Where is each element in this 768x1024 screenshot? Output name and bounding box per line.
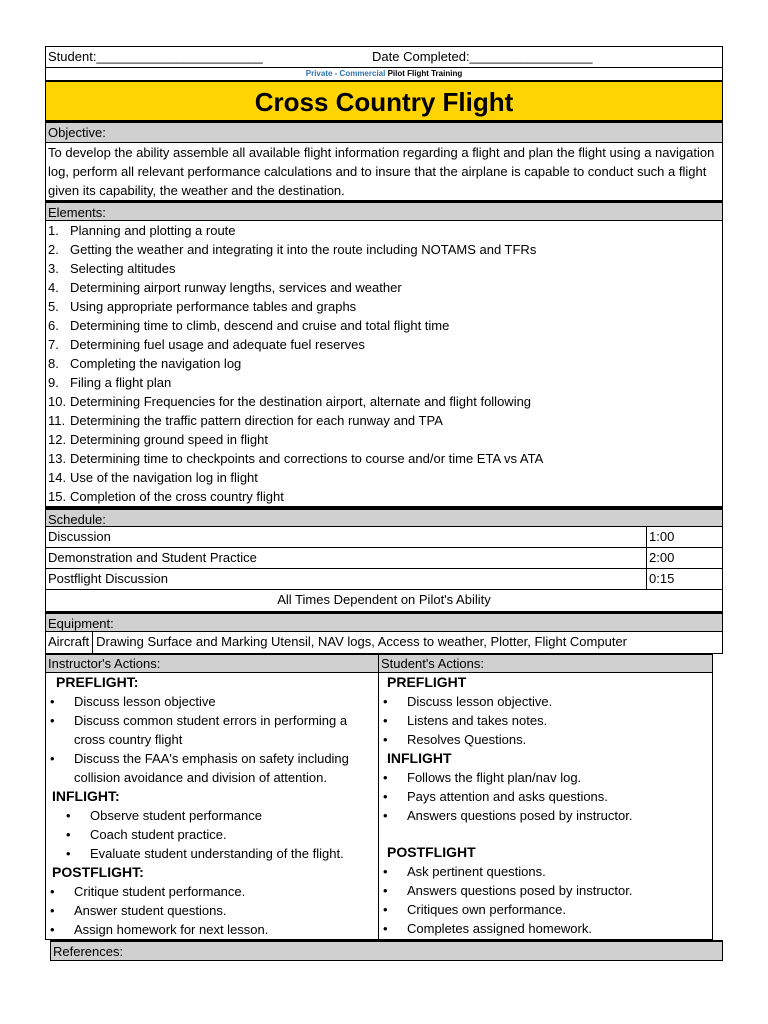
- instructor-postflight-heading: POSTFLIGHT:: [52, 864, 144, 880]
- bullet-icon: •: [383, 770, 388, 785]
- schedule-time: 2:00: [649, 550, 675, 565]
- action-item: [379, 692, 712, 711]
- bullet-icon: •: [50, 903, 55, 918]
- equipment-list: Drawing Surface and Marking Utensil, NAV logs, Access to weather, Plotter, Flight Computer: [96, 634, 628, 649]
- element-item: [48, 316, 720, 335]
- student-info-row: [45, 46, 723, 123]
- element-item: [48, 430, 720, 449]
- element-number: 1.: [48, 223, 59, 238]
- bullet-icon: •: [66, 827, 71, 842]
- action-item: [46, 711, 378, 749]
- bullet-icon: •: [50, 751, 55, 766]
- bullet-icon: •: [50, 694, 55, 709]
- lesson-title: Cross Country Flight: [46, 80, 722, 122]
- bullet-icon: •: [66, 808, 71, 823]
- action-text: Critiques own performance.: [407, 902, 566, 917]
- schedule-row: [46, 548, 722, 569]
- element-item: [48, 240, 720, 259]
- schedule-time: 1:00: [649, 529, 675, 544]
- element-item: [48, 335, 720, 354]
- student-postflight-heading: POSTFLIGHT: [387, 844, 476, 860]
- bullet-icon: •: [383, 808, 388, 823]
- element-item: [48, 278, 720, 297]
- bullet-icon: •: [383, 732, 388, 747]
- element-text: Determining Frequencies for the destination airport, alternate and flight following: [70, 394, 532, 409]
- action-text: Ask pertinent questions.: [407, 864, 546, 879]
- element-item: [48, 259, 720, 278]
- action-text: Discuss lesson objective: [74, 694, 216, 709]
- action-text: Resolves Questions.: [407, 732, 527, 747]
- bullet-icon: •: [383, 864, 388, 879]
- bullet-icon: •: [50, 713, 55, 728]
- action-item: [46, 749, 378, 787]
- action-text: Critique student performance.: [74, 884, 246, 899]
- element-number: 9.: [48, 375, 59, 390]
- schedule-row: [46, 527, 722, 548]
- objective-text: To develop the ability assemble all available flight information regarding a flight and plan the flight using a navigation log, perform all relevant performance calculations and to insure that the airplane is capable to conduct such a flight given its capability, the weather and the destination.: [48, 145, 715, 198]
- element-item: [48, 392, 720, 411]
- bullet-icon: •: [383, 789, 388, 804]
- element-text: Determining time to checkpoints and corrections to course and/or time ETA vs ATA: [70, 451, 544, 466]
- element-text: Determining fuel usage and adequate fuel reserves: [70, 337, 365, 352]
- instructor-inflight-list: [46, 806, 378, 863]
- action-item: [379, 881, 712, 900]
- element-item: [48, 487, 720, 506]
- action-text: Observe student performance: [90, 808, 262, 823]
- action-item: [379, 919, 712, 938]
- action-item: [379, 806, 712, 825]
- schedule-table: [46, 527, 722, 590]
- instructor-heading: Instructor's Actions:: [46, 655, 378, 673]
- action-text: Listens and takes notes.: [407, 713, 548, 728]
- action-text: Answers questions posed by instructor.: [407, 808, 633, 823]
- schedule-heading: Schedule:: [46, 507, 722, 527]
- equipment-heading: Equipment:: [46, 612, 722, 632]
- bullet-icon: •: [50, 884, 55, 899]
- element-number: 14.: [48, 470, 67, 485]
- schedule-section: [45, 507, 723, 612]
- action-text: Pays attention and asks questions.: [407, 789, 608, 804]
- action-text: Assign homework for next lesson.: [74, 922, 269, 937]
- course-subtitle-blue: Private - Commercial: [305, 69, 386, 78]
- schedule-activity: Discussion: [46, 527, 647, 547]
- element-text: Completing the navigation log: [70, 356, 242, 371]
- schedule-activity: Postflight Discussion: [46, 569, 647, 589]
- action-item: [62, 825, 378, 844]
- action-text: Discuss lesson objective.: [407, 694, 553, 709]
- student-postflight-list: [379, 862, 712, 938]
- schedule-note: All Times Dependent on Pilot's Ability: [277, 592, 491, 607]
- element-number: 8.: [48, 356, 59, 371]
- student-heading: Student's Actions:: [379, 655, 712, 673]
- action-item: [379, 730, 712, 749]
- elements-section: [45, 201, 723, 507]
- instructor-actions: [46, 655, 379, 939]
- element-item: [48, 221, 720, 240]
- element-number: 5.: [48, 299, 59, 314]
- action-text: Evaluate student understanding of the flight.: [90, 846, 344, 861]
- instructor-postflight-list: [46, 882, 378, 939]
- bullet-icon: •: [66, 846, 71, 861]
- action-item: [62, 844, 378, 863]
- element-number: 7.: [48, 337, 59, 352]
- action-text: Answer student questions.: [74, 903, 227, 918]
- element-text: Determining ground speed in flight: [70, 432, 269, 447]
- student-preflight-list: [379, 692, 712, 749]
- actions-section: [45, 654, 713, 940]
- element-item: [48, 297, 720, 316]
- instructor-preflight-heading: PREFLIGHT:: [56, 674, 139, 690]
- element-number: 12.: [48, 432, 67, 447]
- bullet-icon: •: [383, 694, 388, 709]
- bullet-icon: •: [50, 922, 55, 937]
- action-text: Completes assigned homework.: [407, 921, 592, 936]
- student-actions: [379, 655, 712, 939]
- element-number: 4.: [48, 280, 59, 295]
- element-text: Use of the navigation log in flight: [70, 470, 258, 485]
- element-number: 15.: [48, 489, 67, 504]
- equipment-aircraft: Aircraft: [46, 632, 93, 653]
- element-number: 6.: [48, 318, 59, 333]
- element-number: 11.: [48, 413, 66, 428]
- element-text: Completion of the cross country flight: [70, 489, 284, 504]
- bullet-icon: •: [383, 883, 388, 898]
- objective-heading: Objective:: [46, 123, 722, 143]
- action-text: Answers questions posed by instructor.: [407, 883, 633, 898]
- element-text: Selecting altitudes: [70, 261, 176, 276]
- action-item: [62, 806, 378, 825]
- element-number: 10.: [48, 394, 67, 409]
- schedule-row: [46, 569, 722, 590]
- element-item: [48, 373, 720, 392]
- element-text: Filing a flight plan: [70, 375, 172, 390]
- element-text: Determining the traffic pattern direction for each runway and TPA: [70, 413, 443, 428]
- element-number: 3.: [48, 261, 59, 276]
- course-subtitle-rest: Pilot Flight Training: [385, 69, 463, 78]
- student-preflight-heading: PREFLIGHT: [387, 674, 467, 690]
- schedule-activity: Demonstration and Student Practice: [46, 548, 647, 568]
- objective-section: [45, 123, 723, 201]
- action-item: [379, 768, 712, 787]
- action-text: Discuss the FAA's emphasis on safety including collision avoidance and division of attention.: [74, 751, 349, 785]
- elements-list: [46, 221, 722, 506]
- element-text: Determining airport runway lengths, services and weather: [70, 280, 402, 295]
- equipment-section: [45, 612, 723, 654]
- instructor-inflight-heading: INFLIGHT:: [52, 788, 120, 804]
- element-number: 2.: [48, 242, 59, 257]
- schedule-time: 0:15: [649, 571, 675, 586]
- action-item: [379, 900, 712, 919]
- action-item: [46, 692, 378, 711]
- lesson-sheet: [45, 46, 723, 961]
- instructor-preflight-list: [46, 692, 378, 787]
- bullet-icon: •: [383, 921, 388, 936]
- student-field[interactable]: Student:_______________________: [48, 49, 263, 64]
- action-item: [379, 787, 712, 806]
- references-heading: References:: [50, 940, 723, 961]
- element-text: Using appropriate performance tables and graphs: [70, 299, 357, 314]
- element-text: Determining time to climb, descend and cruise and total flight time: [70, 318, 450, 333]
- student-inflight-heading: INFLIGHT: [387, 750, 452, 766]
- element-item: [48, 449, 720, 468]
- element-text: Planning and plotting a route: [70, 223, 236, 238]
- elements-heading: Elements:: [46, 201, 722, 221]
- student-inflight-list: [379, 768, 712, 825]
- element-item: [48, 468, 720, 487]
- bullet-icon: •: [383, 902, 388, 917]
- action-text: Coach student practice.: [90, 827, 227, 842]
- action-item: [46, 901, 378, 920]
- element-text: Getting the weather and integrating it into the route including NOTAMS and TFRs: [70, 242, 537, 257]
- action-item: [46, 920, 378, 939]
- date-completed-field[interactable]: Date Completed:_________________: [372, 49, 593, 64]
- element-number: 13.: [48, 451, 67, 466]
- action-item: [379, 711, 712, 730]
- element-item: [48, 354, 720, 373]
- action-item: [46, 882, 378, 901]
- action-item: [379, 862, 712, 881]
- element-item: [48, 411, 720, 430]
- action-text: Follows the flight plan/nav log.: [407, 770, 582, 785]
- action-text: Discuss common student errors in performing a cross country flight: [74, 713, 348, 747]
- bullet-icon: •: [383, 713, 388, 728]
- course-subtitle: [46, 67, 722, 80]
